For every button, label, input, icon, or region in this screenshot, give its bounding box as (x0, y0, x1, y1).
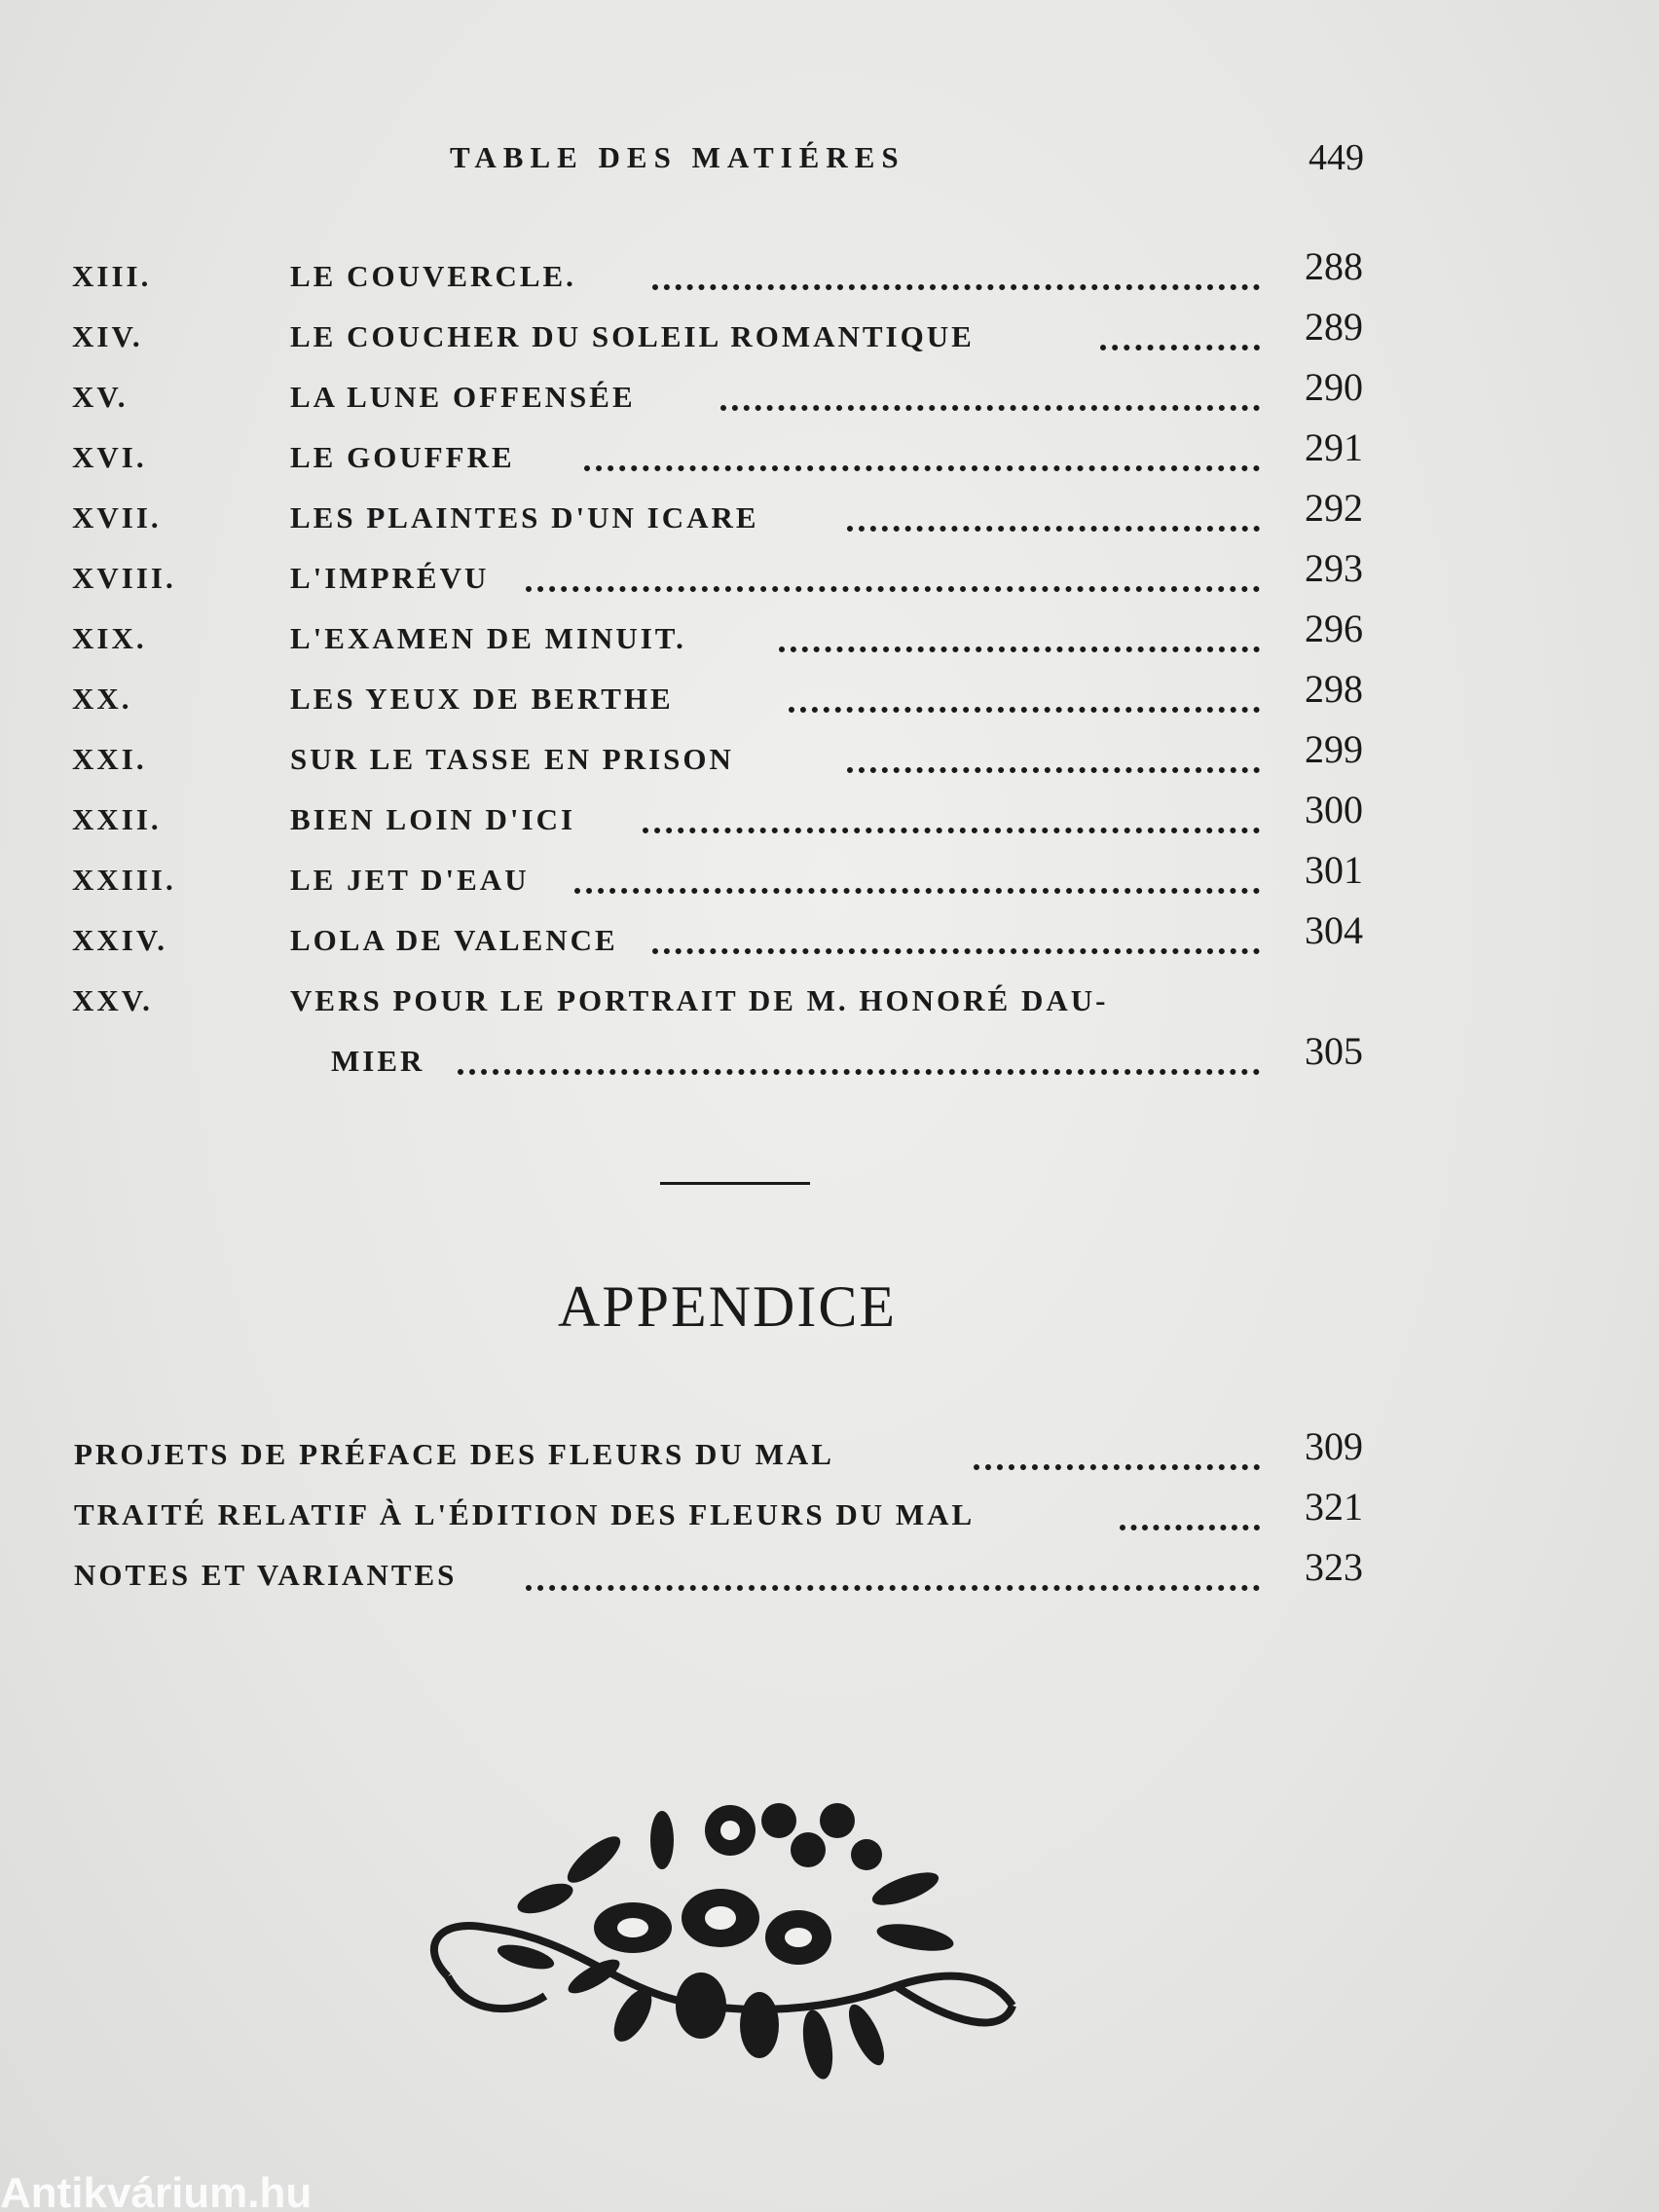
dot-leader (652, 929, 1260, 954)
running-head (0, 136, 1659, 185)
toc-entry-number: XIII. (72, 259, 152, 293)
toc-entry-number: XXII. (72, 802, 162, 836)
dot-leader (526, 567, 1260, 592)
appendix-entry (0, 1423, 1659, 1484)
appendix-entry-title: TRAITÉ RELATIF À L'ÉDITION DES FLEURS DU MAL (74, 1497, 976, 1531)
toc-entry-page: 291 (1305, 425, 1363, 469)
toc-entry-title: LE GOUFFRE (290, 440, 515, 474)
dot-leader (652, 265, 1260, 290)
dot-leader (574, 868, 1260, 894)
appendix-entry (0, 1544, 1659, 1604)
toc-entry (0, 968, 1659, 1094)
dot-leader (458, 1050, 1260, 1075)
toc-entry-page: 288 (1305, 244, 1363, 288)
toc-entry (0, 243, 1659, 304)
toc-entry-page: 292 (1305, 486, 1363, 530)
toc-entry-page: 296 (1305, 607, 1363, 650)
dot-leader (847, 506, 1260, 532)
toc-entry (0, 847, 1659, 907)
toc-entry-title: VERS POUR LE PORTRAIT DE M. HONORÉ DAU- (290, 983, 1109, 1017)
toc-entry-number: XIV. (72, 319, 143, 353)
toc-entry-title: LE COUVERCLE. (290, 259, 576, 293)
running-page-number: 449 (1309, 137, 1364, 178)
toc-entry-number: XVII. (72, 500, 162, 535)
toc-entry-title: LA LUNE OFFENSÉE (290, 380, 636, 414)
toc-entry-number: XV. (72, 380, 129, 414)
toc-entry-page: 299 (1305, 727, 1363, 771)
dot-leader (584, 446, 1260, 471)
dot-leader (789, 687, 1260, 713)
dot-leader (1120, 1505, 1260, 1530)
floral-ornament-icon (409, 1782, 1051, 2093)
toc-entry (0, 666, 1659, 726)
toc-entry (0, 364, 1659, 424)
appendix-entry (0, 1484, 1659, 1544)
toc-entry-page: 298 (1305, 667, 1363, 711)
toc-entry (0, 545, 1659, 606)
watermark-text: Antikvárium.hu (0, 2169, 313, 2212)
dot-leader (720, 386, 1260, 411)
toc-entry-title: SUR LE TASSE EN PRISON (290, 742, 734, 776)
toc-entry (0, 907, 1659, 968)
toc-entry-page: 304 (1305, 908, 1363, 952)
toc-entry (0, 787, 1659, 847)
toc-entry-number: XXIV. (72, 923, 167, 957)
toc-entry-number: XIX. (72, 621, 147, 655)
toc-entry-number: XVI. (72, 440, 147, 474)
appendix-entry-page: 309 (1305, 1424, 1363, 1468)
appendix-entry-title: PROJETS DE PRÉFACE DES FLEURS DU MAL (74, 1437, 834, 1471)
toc-entry-title: LOLA DE VALENCE (290, 923, 618, 957)
appendix-entry-page: 321 (1305, 1485, 1363, 1529)
toc-entry (0, 485, 1659, 545)
dot-leader (974, 1445, 1260, 1470)
toc-entry-page: 300 (1305, 788, 1363, 831)
toc-entry (0, 304, 1659, 364)
toc-entry-title: LE COUCHER DU SOLEIL ROMANTIQUE (290, 319, 975, 353)
dot-leader (779, 627, 1260, 652)
dot-leader (1100, 325, 1260, 350)
toc-entry-number: XXI. (72, 742, 147, 776)
section-divider (660, 1182, 810, 1185)
toc-entry-page: 289 (1305, 305, 1363, 349)
toc-entry-page: 305 (1305, 1029, 1363, 1073)
toc-entry-title: LES YEUX DE BERTHE (290, 682, 674, 716)
toc-entry (0, 726, 1659, 787)
toc-entry-title: BIEN LOIN D'ICI (290, 802, 576, 836)
dot-leader (526, 1566, 1260, 1591)
appendix-entry-title: NOTES ET VARIANTES (74, 1558, 458, 1592)
dot-leader (847, 748, 1260, 773)
toc-entry-number: XXIII. (72, 863, 176, 897)
toc-entry (0, 424, 1659, 485)
toc-entry-title: LE JET D'EAU (290, 863, 530, 897)
running-title: TABLE DES MATIÉRES (450, 140, 905, 174)
toc-entry-number: XXV. (72, 983, 153, 1017)
toc-entry-number: XVIII. (72, 561, 176, 595)
appendix-entry-page: 323 (1305, 1545, 1363, 1589)
toc-entry-title-continuation: MIER (331, 1044, 425, 1078)
appendix-heading: APPENDICE (557, 1274, 898, 1339)
toc-entry-page: 301 (1305, 848, 1363, 892)
toc-entry (0, 606, 1659, 666)
toc-entry-title: L'IMPRÉVU (290, 561, 490, 595)
toc-entry-title: L'EXAMEN DE MINUIT. (290, 621, 686, 655)
toc-entry-page: 293 (1305, 546, 1363, 590)
toc-entry-number: XX. (72, 682, 132, 716)
toc-entry-title: LES PLAINTES D'UN ICARE (290, 500, 759, 535)
dot-leader (643, 808, 1260, 833)
toc-entry-page: 290 (1305, 365, 1363, 409)
